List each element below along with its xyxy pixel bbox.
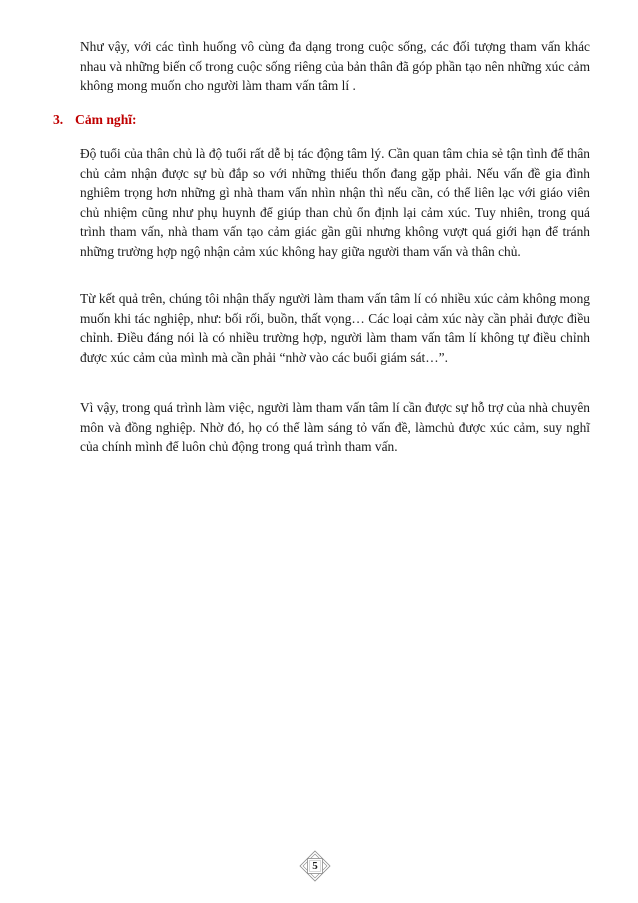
page-number-badge — [299, 850, 331, 882]
intro-paragraph: Như vậy, với các tình huống vô cùng đa dạng trong cuộc sống, các đối tượng tham vấn khác nhau và những biến cố trong cuộc sống riêng của bản thân đã góp phần tạo nên những xúc cảm không mong muốn cho người làm tham vấn tâm lí . — [80, 39, 590, 93]
section-number: 3. — [53, 112, 64, 127]
section-title: Cảm nghĩ: — [75, 112, 137, 127]
page-number: 5 — [312, 860, 318, 872]
section-heading — [53, 110, 137, 129]
feeling-paragraph: Độ tuổi của thân chủ là độ tuổi rất dễ bị tác động tâm lý. Cần quan tâm chia sẻ tận tình để thân chủ cảm nhận được sự bù đắp so với những thiếu thốn đang gặp phải. Nếu vấn đề gia đình nghiêm trọng hơn những gì nhà tham vấn nhìn nhận thì nếu cần, có thể liên lạc với giáo viên chủ nhiệm cũng như phụ huynh để giúp than chủ ổn định lại cảm xúc. Tuy nhiên, trong quá trình tham vấn, nhà tham vấn tạo cảm giác gần gũi nhưng không vượt quá giới hạn để tránh những trường hợp ngộ nhận cảm xúc không hay giữa người tham vấn và thân chủ. — [80, 146, 590, 259]
conclusion-paragraph: Từ kết quả trên, chúng tôi nhận thấy người làm tham vấn tâm lí có nhiều xúc cảm không mong muốn khi tác nghiệp, như: bối rối, buồn, thất vọng… Các loại cảm xúc này cần phải được điều chỉnh. Điều đáng nói là có nhiều trường hợp, người làm tham vấn tâm lí không tự điều chỉnh được xúc cảm của mình mà cần phải “nhờ vào các buổi giám sát…”. — [80, 291, 590, 365]
support-paragraph: Vì vậy, trong quá trình làm việc, người làm tham vấn tâm lí cần được sự hỗ trợ của nhà chuyên môn và đồng nghiệp. Nhờ đó, họ có thể làm sáng tỏ vấn đề, làmchủ được xúc cảm, suy nghĩ của chính mình để luôn chủ động trong quá trình tham vấn. — [80, 400, 590, 454]
